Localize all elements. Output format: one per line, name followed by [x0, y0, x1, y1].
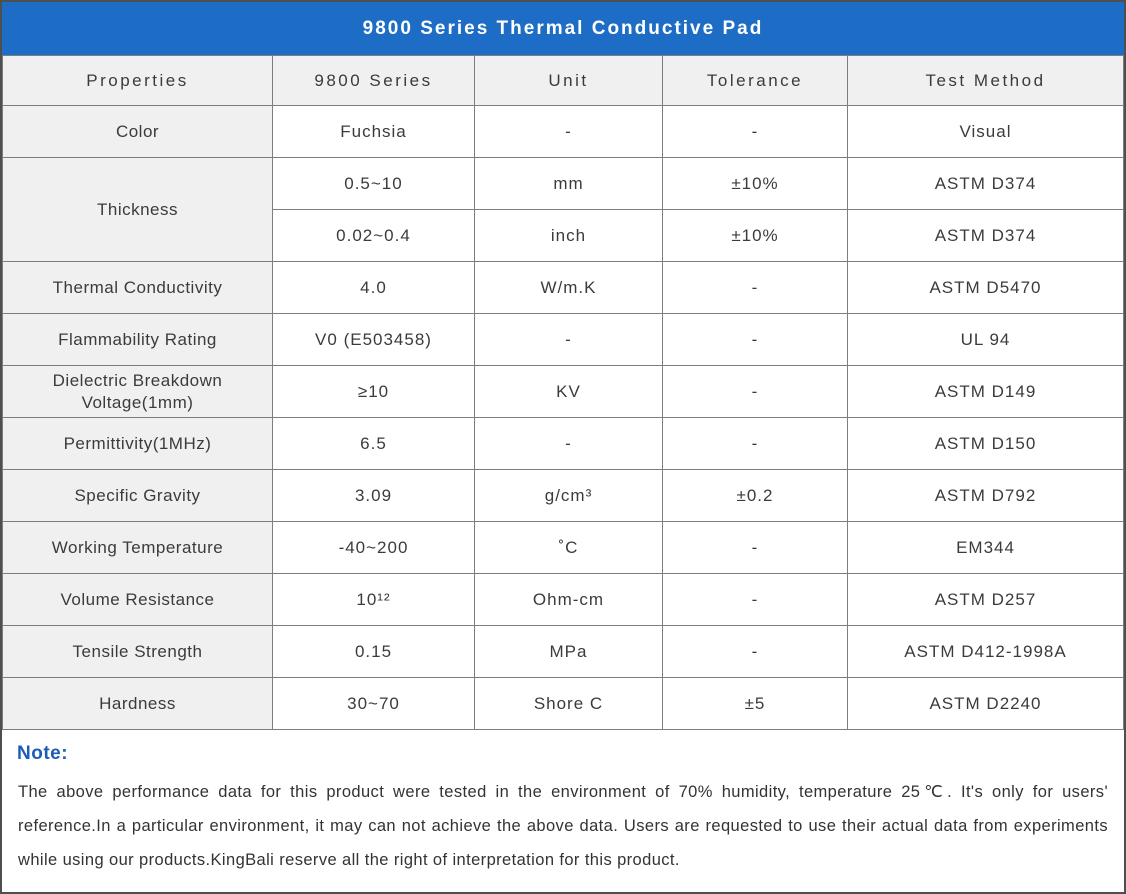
cell-specific-gravity-property: Specific Gravity: [3, 470, 273, 522]
cell-specific-gravity-tolerance: ±0.2: [663, 470, 848, 522]
cell-flammability-property: Flammability Rating: [3, 314, 273, 366]
col-header-unit: Unit: [475, 56, 663, 106]
cell-thickness-inch-tolerance: ±10%: [663, 210, 848, 262]
cell-specific-gravity-method: ASTM D792: [848, 470, 1124, 522]
cell-working-temperature-unit: ˚C: [475, 522, 663, 574]
cell-hardness-method: ASTM D2240: [848, 678, 1124, 730]
cell-specific-gravity-unit: g/cm³: [475, 470, 663, 522]
cell-volume-resistance-tolerance: -: [663, 574, 848, 626]
cell-hardness-property: Hardness: [3, 678, 273, 730]
cell-hardness-tolerance: ±5: [663, 678, 848, 730]
cell-tensile-strength-property: Tensile Strength: [3, 626, 273, 678]
cell-tensile-strength-value: 0.15: [273, 626, 475, 678]
cell-specific-gravity-value: 3.09: [273, 470, 475, 522]
cell-working-temperature-tolerance: -: [663, 522, 848, 574]
cell-volume-resistance-method: ASTM D257: [848, 574, 1124, 626]
cell-thermal-conductivity-value: 4.0: [273, 262, 475, 314]
col-header-tolerance: Tolerance: [663, 56, 848, 106]
header-row: [3, 56, 1124, 106]
cell-dielectric-tolerance: -: [663, 366, 848, 418]
note-label: Note:: [17, 743, 69, 764]
table-row-working-temperature: [3, 522, 1124, 574]
table-row-flammability: [3, 314, 1124, 366]
cell-working-temperature-property: Working Temperature: [3, 522, 273, 574]
cell-flammability-method: UL 94: [848, 314, 1124, 366]
table-row-permittivity: [3, 418, 1124, 470]
cell-thickness-property: Thickness: [3, 158, 273, 262]
cell-working-temperature-value: -40~200: [273, 522, 475, 574]
cell-hardness-value: 30~70: [273, 678, 475, 730]
cell-dielectric-unit: KV: [475, 366, 663, 418]
cell-dielectric-method: ASTM D149: [848, 366, 1124, 418]
cell-thickness-inch-unit: inch: [475, 210, 663, 262]
cell-color-unit: -: [475, 106, 663, 158]
table-row-tensile-strength: [3, 626, 1124, 678]
cell-flammability-tolerance: -: [663, 314, 848, 366]
cell-volume-resistance-unit: Ohm-cm: [475, 574, 663, 626]
cell-volume-resistance-value: 10¹²: [273, 574, 475, 626]
cell-color-method: Visual: [848, 106, 1124, 158]
table-row-dielectric: [3, 366, 1124, 418]
cell-tensile-strength-tolerance: -: [663, 626, 848, 678]
table-row-volume-resistance: [3, 574, 1124, 626]
cell-thermal-conductivity-unit: W/m.K: [475, 262, 663, 314]
table-title: 9800 Series Thermal Conductive Pad: [362, 17, 764, 39]
table-row-hardness: [3, 678, 1124, 730]
col-header-test-method: Test Method: [848, 56, 1124, 106]
spec-table: [2, 55, 1124, 730]
cell-dielectric-property: Dielectric Breakdown Voltage(1mm): [3, 366, 273, 418]
col-header-properties: Properties: [3, 56, 273, 106]
cell-dielectric-value: ≥10: [273, 366, 475, 418]
cell-permittivity-unit: -: [475, 418, 663, 470]
cell-color-value: Fuchsia: [273, 106, 475, 158]
cell-thermal-conductivity-method: ASTM D5470: [848, 262, 1124, 314]
col-header-series: 9800 Series: [273, 56, 475, 106]
cell-thickness-mm-tolerance: ±10%: [663, 158, 848, 210]
note-text: The above performance data for this product were tested in the environment of 70% humidity, temperature 25℃. It's only for users' reference.In a particular environment, it may can not achieve the above data. Users are requested to use their actual data from experiments while using our products.KingBali reserve all the right of interpretation for this product.: [18, 783, 1108, 869]
table-row-thickness-mm: [3, 158, 1124, 210]
table-row-color: [3, 106, 1124, 158]
cell-working-temperature-method: EM344: [848, 522, 1124, 574]
cell-volume-resistance-property: Volume Resistance: [3, 574, 273, 626]
cell-permittivity-tolerance: -: [663, 418, 848, 470]
cell-color-tolerance: -: [663, 106, 848, 158]
cell-flammability-unit: -: [475, 314, 663, 366]
table-row-thermal-conductivity: [3, 262, 1124, 314]
cell-thermal-conductivity-property: Thermal Conductivity: [3, 262, 273, 314]
cell-thickness-mm-value: 0.5~10: [273, 158, 475, 210]
table-row-specific-gravity: [3, 470, 1124, 522]
cell-color-property: Color: [3, 106, 273, 158]
cell-permittivity-method: ASTM D150: [848, 418, 1124, 470]
cell-flammability-value: V0 (E503458): [273, 314, 475, 366]
cell-tensile-strength-method: ASTM D412-1998A: [848, 626, 1124, 678]
cell-tensile-strength-unit: MPa: [475, 626, 663, 678]
cell-hardness-unit: Shore C: [475, 678, 663, 730]
cell-thermal-conductivity-tolerance: -: [663, 262, 848, 314]
cell-thickness-mm-unit: mm: [475, 158, 663, 210]
cell-thickness-mm-method: ASTM D374: [848, 158, 1124, 210]
table-title-bar: [2, 2, 1124, 55]
cell-thickness-inch-value: 0.02~0.4: [273, 210, 475, 262]
cell-permittivity-property: Permittivity(1MHz): [3, 418, 273, 470]
cell-thickness-inch-method: ASTM D374: [848, 210, 1124, 262]
note-section: [2, 730, 1124, 877]
cell-permittivity-value: 6.5: [273, 418, 475, 470]
